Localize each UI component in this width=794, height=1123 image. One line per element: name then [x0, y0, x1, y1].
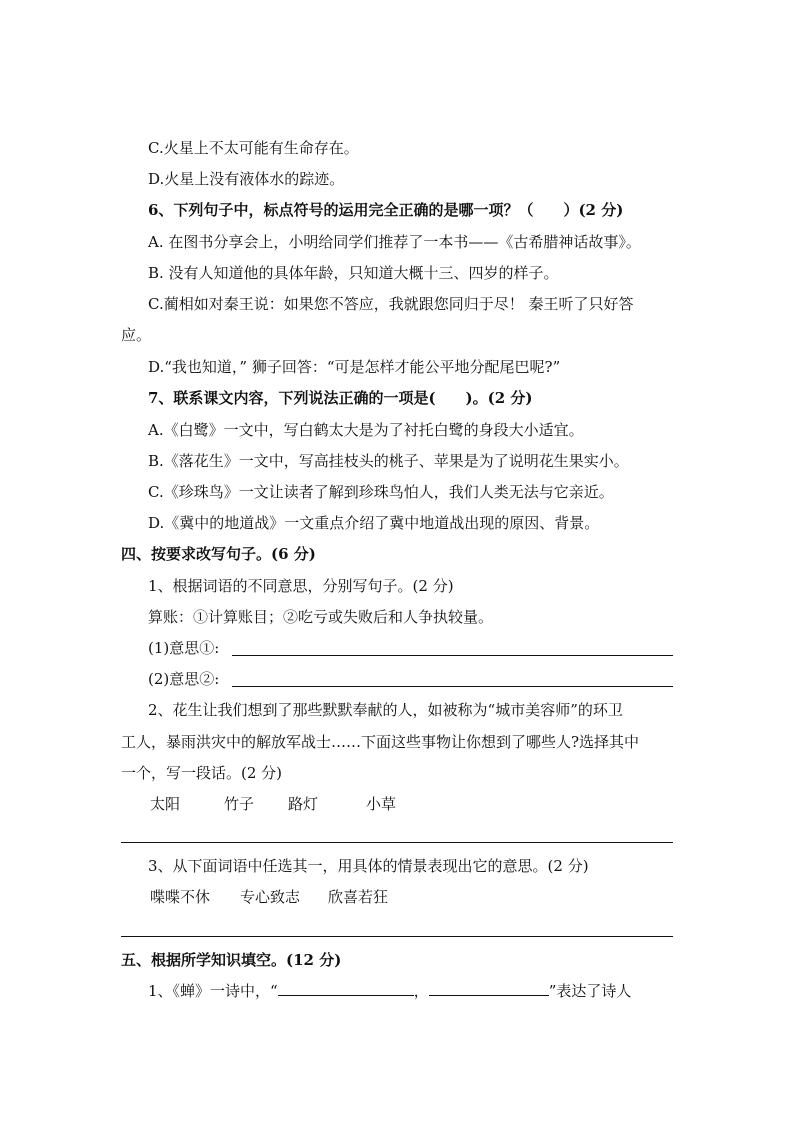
- s4-q2-word: 路灯: [288, 795, 319, 813]
- s5-q1-prefix: 1、《蝉》一诗中，“: [148, 982, 278, 1000]
- s4-q1-word-definition: 算账：①计算账目；②吃亏或失败后和人争执较量。: [148, 608, 494, 626]
- s4-q1-label-2: (2)意思②:: [148, 670, 220, 688]
- q5-option-d: D.火星上没有液体水的踪迹。: [148, 170, 345, 188]
- s4-q2-word: 小草: [366, 795, 397, 813]
- q7-stem: 7、联系课文内容，下列说法正确的一项是( )。(2 分): [148, 389, 533, 407]
- q7-option-b: B.《落花生》一文中，写高挂枝头的桃子、苹果是为了说明花生果实小。: [148, 452, 629, 470]
- q6-stem: 6、下列句子中，标点符号的运用完全正确的是哪一项？（ ）(2 分): [148, 201, 624, 219]
- s4-q2-word: 竹子: [224, 795, 255, 813]
- s5-q1-suffix: ”表达了诗人: [548, 982, 632, 1000]
- section5-title: 五、根据所学知识填空。(12 分): [121, 951, 342, 969]
- s4-q1-answer-line-1[interactable]: [232, 655, 673, 656]
- s4-q2-line1: 2、花生让我们想到了那些默默奉献的人，如被称为“城市美容师”的环卫: [148, 701, 623, 719]
- q6-option-c-line2: 应。: [121, 326, 152, 344]
- q7-option-c: C.《珍珠鸟》一文让读者了解到珍珠鸟怕人，我们人类无法与它亲近。: [148, 483, 614, 501]
- s4-q3-word: 欣喜若狂: [328, 888, 389, 906]
- s4-q1-label-1: (1)意思①:: [148, 639, 220, 657]
- s4-q3-word: 专心致志: [240, 888, 301, 906]
- q7-option-d: D.《冀中的地道战》一文重点介绍了冀中地道战出现的原因、背景。: [148, 514, 600, 532]
- s4-q2-answer-line[interactable]: [121, 842, 673, 843]
- s5-q1-line: [148, 981, 631, 1001]
- s5-q1-blank-1[interactable]: [278, 995, 414, 996]
- q6-option-b: B. 没有人知道他的具体年龄，只知道大概十三、四岁的样子。: [148, 264, 559, 282]
- q5-option-c: C.火星上不太可能有生命存在。: [148, 139, 359, 157]
- q6-option-d: D.“我也知道，” 狮子回答：“可是怎样才能公平地分配尾巴呢?”: [148, 358, 561, 376]
- q6-option-c-line1: C.蔺相如对秦王说：如果您不答应，我就跟您同归于尽！ 秦王听了只好答: [148, 295, 634, 313]
- s4-q2-line3: 一个，写一段话。(2 分): [121, 764, 283, 782]
- s4-q3-answer-line[interactable]: [121, 936, 673, 937]
- s4-q1-answer-line-2[interactable]: [232, 686, 673, 687]
- s4-q3-word: 喋喋不休: [150, 888, 211, 906]
- s5-q1-blank-2[interactable]: [429, 995, 549, 996]
- s4-q2-word: 太阳: [150, 795, 181, 813]
- s4-q3-stem: 3、从下面词语中任选其一，用具体的情景表现出它的意思。(2 分): [148, 857, 589, 875]
- q6-option-a: A. 在图书分享会上，小明给同学们推荐了一本书——《古希腊神话故事》。: [148, 233, 641, 251]
- s4-q2-line2: 工人，暴雨洪灾中的解放军战士……下面这些事物让你想到了哪些人?选择其中: [121, 733, 640, 751]
- s5-q1-separator: ，: [413, 982, 429, 1000]
- section4-title: 四、按要求改写句子。(6 分): [121, 545, 316, 563]
- s4-q1-stem: 1、根据词语的不同意思，分别写句子。(2 分): [148, 577, 454, 595]
- q7-option-a: A.《白鹭》一文中，写白鹤太大是为了衬托白鹭的身段大小适宜。: [148, 421, 584, 439]
